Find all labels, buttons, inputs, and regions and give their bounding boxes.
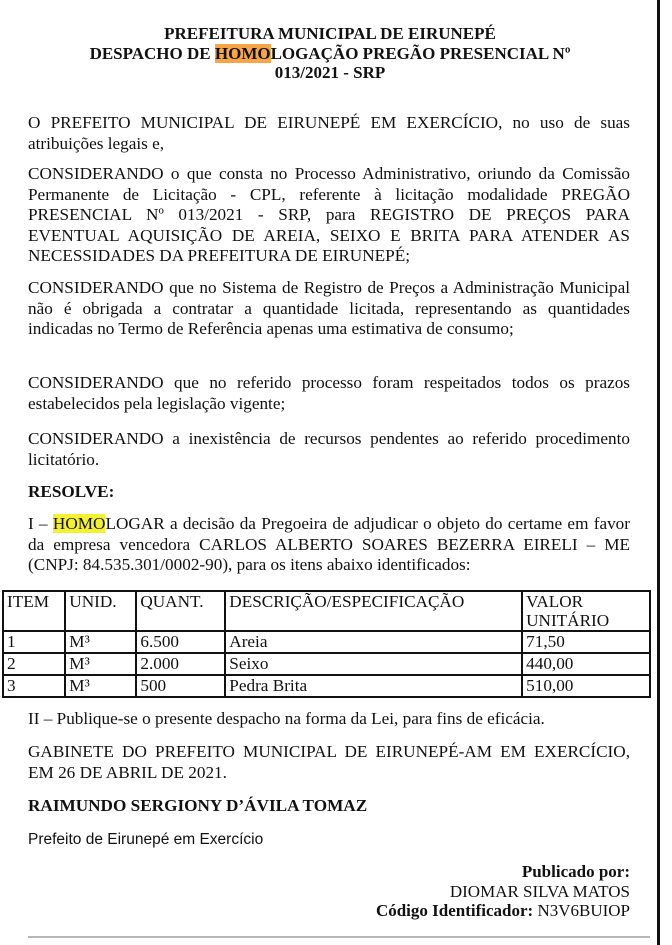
signer-title: Prefeito de Eirunepé em Exercício [28, 831, 264, 848]
column-header: UNID. [65, 591, 136, 631]
considerando-paragraph-4: CONSIDERANDO a inexistência de recursos pendentes ao referido procedimento licitatório. [28, 429, 630, 469]
column-header: VALOR UNITÁRIO [522, 591, 650, 631]
table-row [3, 675, 650, 697]
column-header: QUANT. [136, 591, 225, 631]
cell-unit: M³ [65, 653, 136, 675]
items-table [2, 590, 651, 698]
cell-quantity: 6.500 [136, 631, 225, 653]
cell-description: Areia [225, 631, 522, 653]
cell-description: Pedra Brita [225, 675, 522, 697]
cell-unit-price: 71,50 [522, 631, 650, 653]
published-by-label: Publicado por: [521, 862, 630, 881]
considerando-paragraph-1: CONSIDERANDO o que consta no Processo Administrativo, oriundo da Comissão Permanente de Licitação - CPL, referente à licitação modalidade PREGÃO PRESENCIAL Nº 013/2021 - SRP, para REGISTRO DE PREÇOS PARA EVENTUAL AQUISIÇÃO DE AREIA, SEIXO E BRITA PARA ATENDER AS NECESSIDADES DA PREFEITURA DE EIRUNEPÉ; [28, 164, 630, 266]
cell-description: Seixo [225, 653, 522, 675]
column-header: DESCRIÇÃO/ESPECIFICAÇÃO [225, 591, 522, 631]
cell-quantity: 2.000 [136, 653, 225, 675]
publication-block [376, 862, 630, 921]
cell-unit: M³ [65, 675, 136, 697]
header-line-3: 013/2021 - SRP [274, 63, 386, 82]
document-header [0, 24, 660, 83]
cell-unit-price: 510,00 [522, 675, 650, 697]
publisher-name: DIOMAR SILVA MATOS [449, 881, 630, 901]
considerando-paragraph-2: CONSIDERANDO que no Sistema de Registro de Preços a Administração Municipal não é obrigada a contratar a quantidade licitada, representando as quantidades indicadas no Termo de Referência apenas uma estimativa de consumo; [28, 278, 630, 339]
table-row [3, 631, 650, 653]
search-highlight: HOMO [214, 43, 271, 63]
identifier-code: Código Identificador: N3V6BUIOP [375, 901, 630, 920]
item-1-paragraph: I – HOMOLOGAR a decisão da Pregoeira de adjudicar o objeto do certame em favor da empresa vencedora CARLOS ALBERTO SOARES BEZERRA EIRELI – ME (CNPJ: 84.535.301/0002-90), para os itens abaixo identificados: [28, 514, 630, 575]
header-line-1: PREFEITURA MUNICIPAL DE EIRUNEPÉ [164, 24, 496, 43]
column-header: ITEM [3, 591, 65, 631]
table-row [3, 653, 650, 675]
considerando-paragraph-3: CONSIDERANDO que no referido processo foram respeitados todos os prazos estabelecidos pela legislação vigente; [28, 373, 630, 413]
cell-unit-price: 440,00 [522, 653, 650, 675]
cell-quantity: 500 [136, 675, 225, 697]
divider-line [28, 936, 650, 938]
page-edge-line [657, 0, 660, 945]
search-highlight-current: HOMO [52, 514, 106, 533]
resolve-heading: RESOLVE: [28, 482, 115, 501]
signer-name: RAIMUNDO SERGIONY D’ÁVILA TOMAZ [28, 796, 368, 815]
table-header-row [3, 591, 650, 631]
cell-item: 2 [3, 653, 65, 675]
intro-paragraph: O PREFEITO MUNICIPAL DE EIRUNEPÉ EM EXERCÍCIO, no uso de suas atribuições legais e, [28, 113, 630, 153]
item-2-paragraph: II – Publique-se o presente despacho na forma da Lei, para fins de eficácia. [28, 709, 545, 728]
cell-item: 1 [3, 631, 65, 653]
gabinete-paragraph: GABINETE DO PREFEITO MUNICIPAL DE EIRUNEPÉ-AM EM EXERCÍCIO, EM 26 DE ABRIL DE 2021. [28, 742, 630, 782]
cell-unit: M³ [65, 631, 136, 653]
header-line-2: DESPACHO DE HOMOLOGAÇÃO PREGÃO PRESENCIAL Nº [89, 43, 571, 63]
cell-item: 3 [3, 675, 65, 697]
